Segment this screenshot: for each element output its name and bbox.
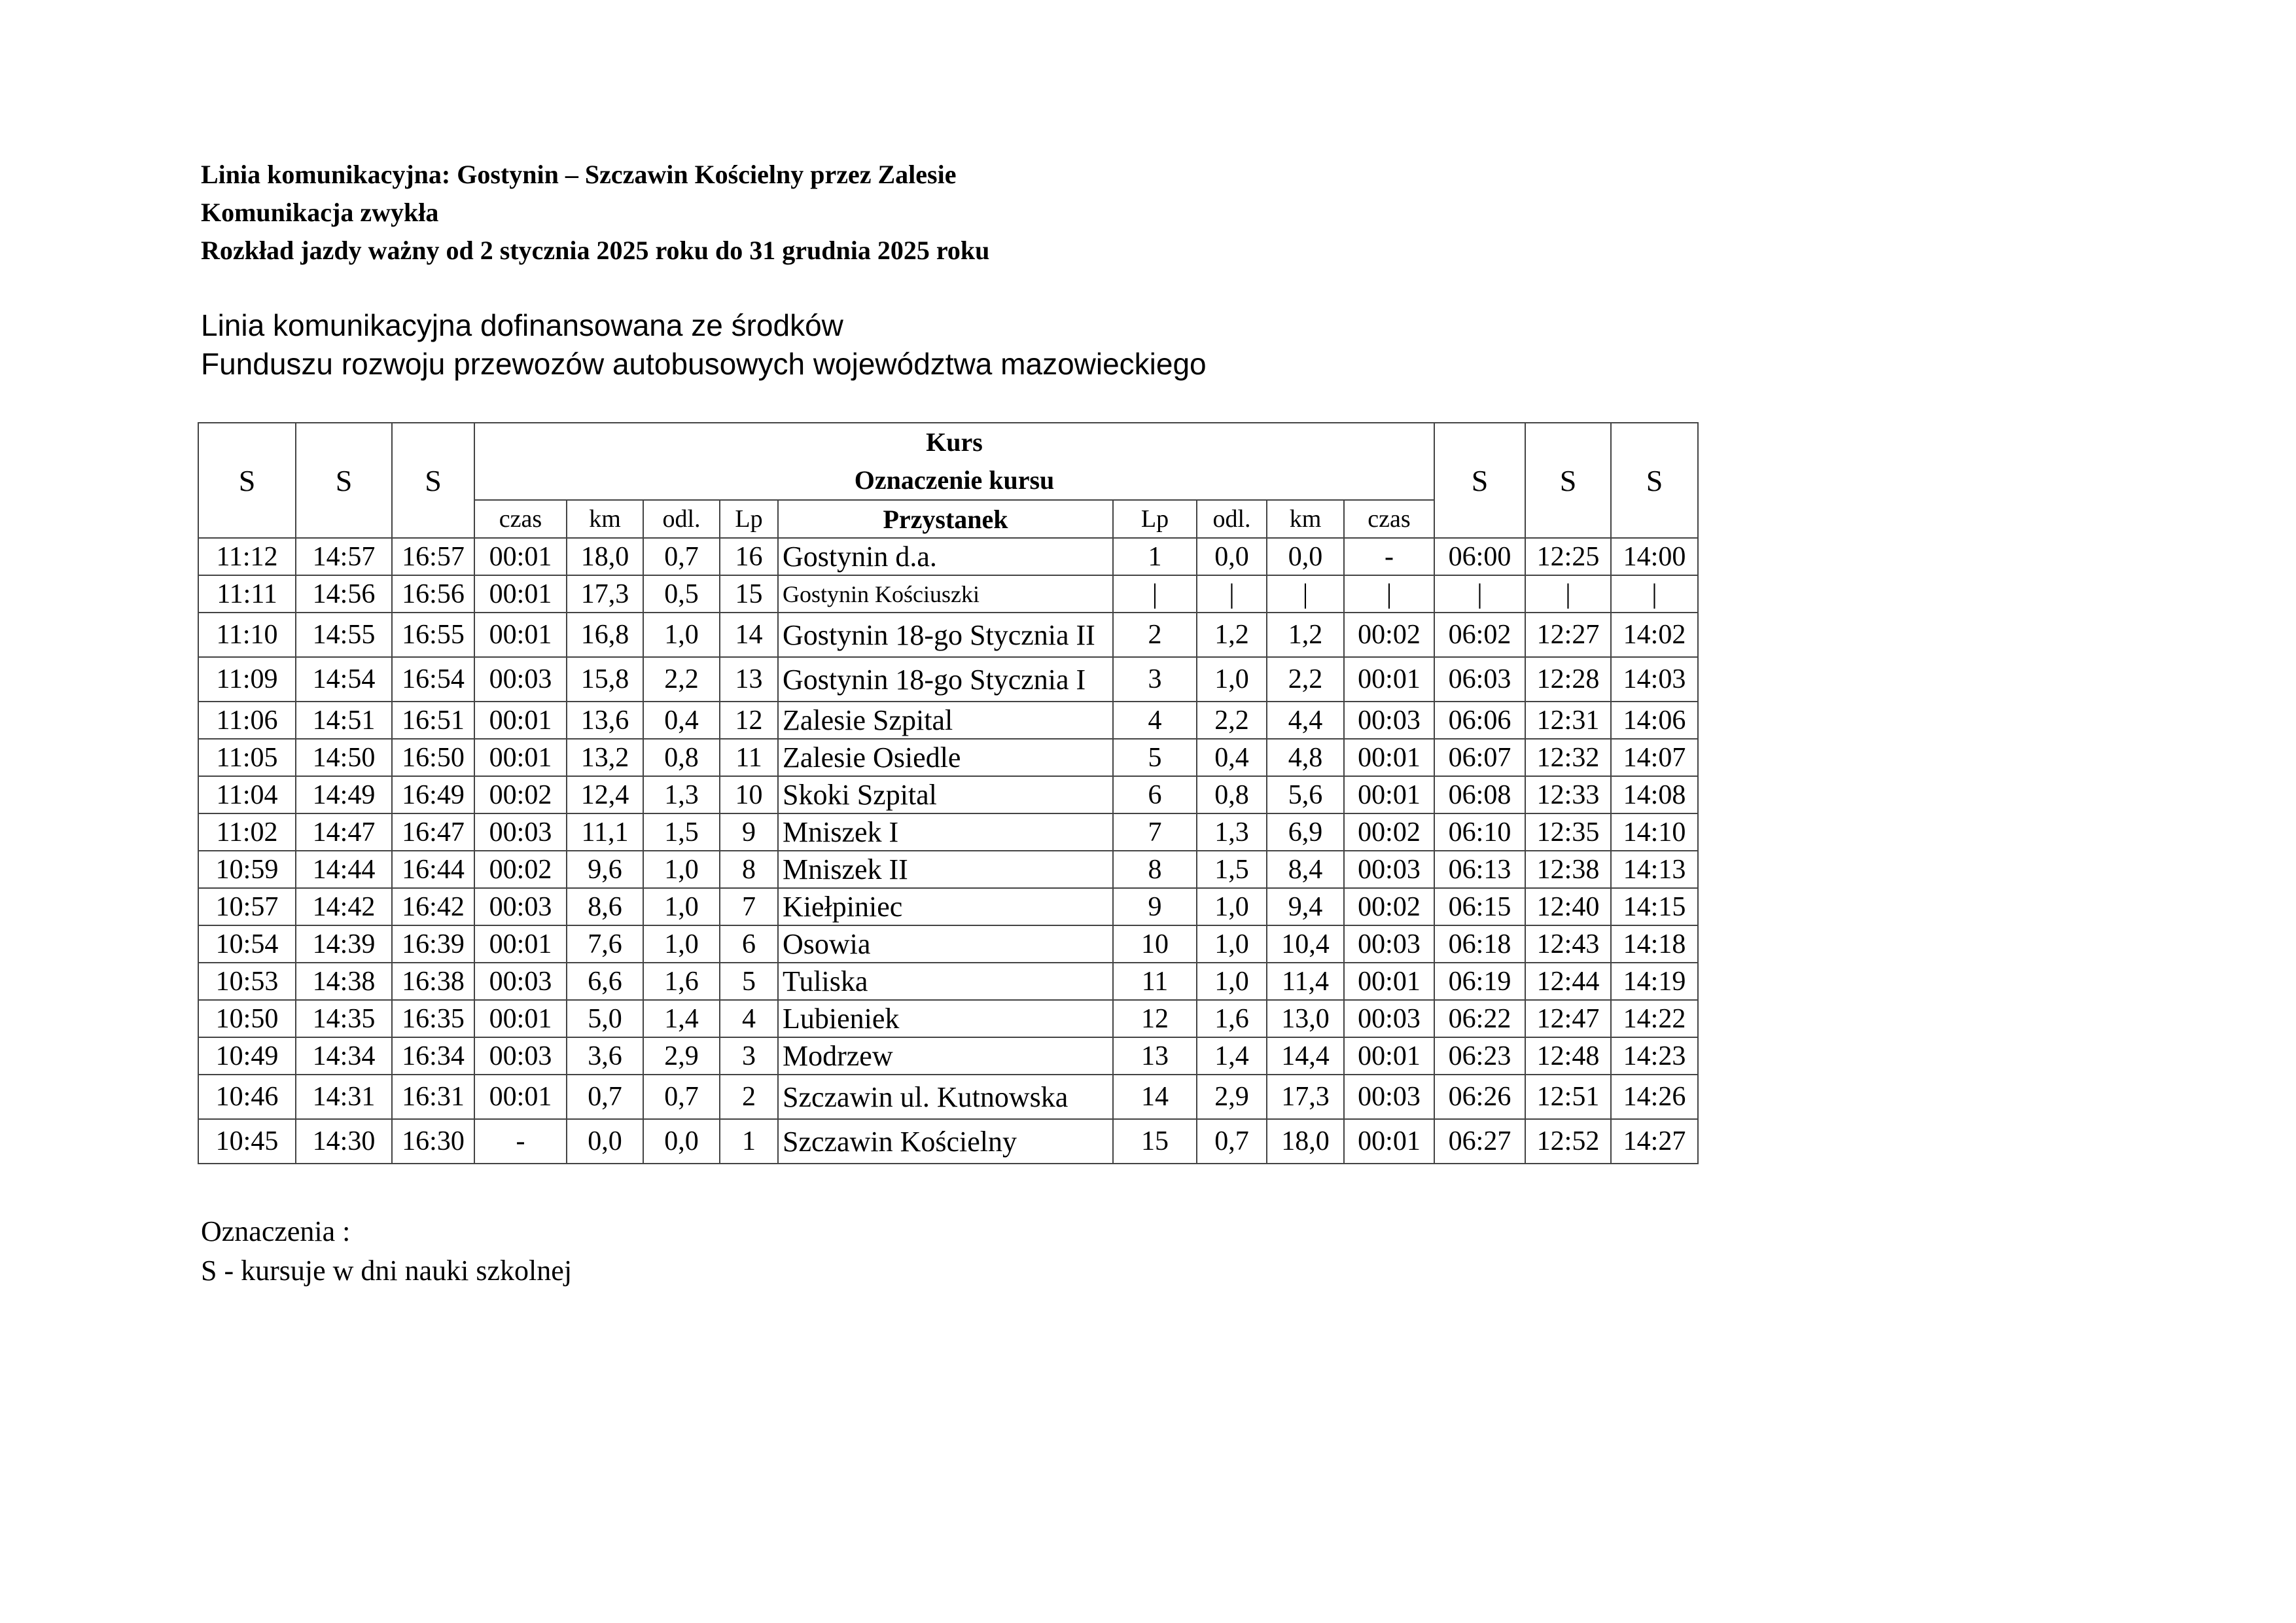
lp-right: 3 (1113, 657, 1197, 702)
km-right: 0,0 (1267, 538, 1344, 575)
dist-right: 0,0 (1197, 538, 1267, 575)
time-right: 00:02 (1344, 888, 1434, 925)
dep-left-1: 10:53 (198, 963, 296, 1000)
lp-left: 11 (720, 739, 778, 776)
dist-left: 0,8 (643, 739, 720, 776)
time-left: 00:03 (474, 813, 567, 851)
dep-right-1: 06:27 (1434, 1119, 1525, 1164)
dep-right-1: 06:26 (1434, 1075, 1525, 1119)
time-left: 00:01 (474, 613, 567, 657)
dep-left-3: 16:34 (392, 1037, 474, 1075)
validity-period: Rozkład jazdy ważny od 2 stycznia 2025 roku do 31 grudnia 2025 roku (201, 236, 990, 265)
stop-name: Szczawin ul. Kutnowska (778, 1075, 1113, 1119)
time-right: | (1344, 575, 1434, 613)
km-right: 1,2 (1267, 613, 1344, 657)
dep-right-2: 12:35 (1525, 813, 1611, 851)
dep-left-1: 11:02 (198, 813, 296, 851)
lp-right: 8 (1113, 851, 1197, 888)
course-header (474, 423, 1434, 500)
lp-right: 9 (1113, 888, 1197, 925)
km-left: 3,6 (567, 1037, 643, 1075)
dep-left-2: 14:31 (296, 1075, 392, 1119)
dep-right-1: 06:08 (1434, 776, 1525, 813)
dep-left-3: 16:50 (392, 739, 474, 776)
dep-left-3: 16:47 (392, 813, 474, 851)
lp-left: 7 (720, 888, 778, 925)
km-left: 12,4 (567, 776, 643, 813)
dep-left-2: 14:35 (296, 1000, 392, 1037)
km-right: 5,6 (1267, 776, 1344, 813)
dep-right-1: 06:06 (1434, 702, 1525, 739)
dep-left-3: 16:56 (392, 575, 474, 613)
dep-left-2: 14:50 (296, 739, 392, 776)
time-left: 00:01 (474, 702, 567, 739)
col-lp-left: Lp (720, 500, 778, 538)
stop-name: Zalesie Szpital (778, 702, 1113, 739)
table-row (198, 575, 1698, 613)
col-km-left: km (567, 500, 643, 538)
dep-right-3: 14:27 (1611, 1119, 1698, 1164)
dep-right-3: 14:22 (1611, 1000, 1698, 1037)
lp-right: 5 (1113, 739, 1197, 776)
dep-right-2: 12:40 (1525, 888, 1611, 925)
course-mark-right-3: S (1611, 423, 1698, 538)
km-left: 11,1 (567, 813, 643, 851)
time-right: 00:02 (1344, 813, 1434, 851)
dist-left: 1,3 (643, 776, 720, 813)
time-right: 00:03 (1344, 851, 1434, 888)
lp-left: 15 (720, 575, 778, 613)
dep-left-1: 10:59 (198, 851, 296, 888)
km-left: 13,2 (567, 739, 643, 776)
stop-name: Szczawin Kościelny (778, 1119, 1113, 1164)
dep-right-1: 06:23 (1434, 1037, 1525, 1075)
dist-left: 0,7 (643, 538, 720, 575)
table-row (198, 888, 1698, 925)
dep-left-1: 10:54 (198, 925, 296, 963)
dep-right-2: | (1525, 575, 1611, 613)
dep-left-2: 14:54 (296, 657, 392, 702)
dep-right-2: 12:38 (1525, 851, 1611, 888)
dist-left: 1,6 (643, 963, 720, 1000)
dep-right-2: 12:27 (1525, 613, 1611, 657)
dep-left-1: 11:06 (198, 702, 296, 739)
header-row-top (198, 423, 1698, 500)
time-right: 00:03 (1344, 702, 1434, 739)
time-right: 00:03 (1344, 925, 1434, 963)
stop-name: Gostynin Kościuszki (778, 575, 1113, 613)
time-left: 00:01 (474, 1075, 567, 1119)
km-left: 16,8 (567, 613, 643, 657)
stop-name: Mniszek I (778, 813, 1113, 851)
dep-left-1: 11:11 (198, 575, 296, 613)
lp-right: 13 (1113, 1037, 1197, 1075)
dep-left-1: 11:12 (198, 538, 296, 575)
dep-left-2: 14:30 (296, 1119, 392, 1164)
dep-left-3: 16:55 (392, 613, 474, 657)
lp-right: 14 (1113, 1075, 1197, 1119)
stop-name: Modrzew (778, 1037, 1113, 1075)
dep-right-1: | (1434, 575, 1525, 613)
communication-type: Komunikacja zwykła (201, 198, 439, 227)
table-row (198, 813, 1698, 851)
dep-left-3: 16:57 (392, 538, 474, 575)
km-left: 7,6 (567, 925, 643, 963)
course-mark-left-2: S (296, 423, 392, 538)
time-right: 00:01 (1344, 1037, 1434, 1075)
table-row (198, 657, 1698, 702)
lp-right: 7 (1113, 813, 1197, 851)
lp-right: 12 (1113, 1000, 1197, 1037)
col-przystanek: Przystanek (778, 500, 1113, 538)
table-row (198, 1000, 1698, 1037)
dep-right-2: 12:25 (1525, 538, 1611, 575)
dep-right-2: 12:43 (1525, 925, 1611, 963)
time-right: 00:03 (1344, 1000, 1434, 1037)
dep-right-2: 12:44 (1525, 963, 1611, 1000)
stop-name: Lubieniek (778, 1000, 1113, 1037)
table-row (198, 1037, 1698, 1075)
dep-right-2: 12:47 (1525, 1000, 1611, 1037)
legend (201, 1212, 572, 1291)
dep-left-2: 14:42 (296, 888, 392, 925)
dist-right: 0,8 (1197, 776, 1267, 813)
km-right: 2,2 (1267, 657, 1344, 702)
dist-left: 1,0 (643, 613, 720, 657)
legend-entry: S - kursuje w dni nauki szkolnej (201, 1255, 573, 1287)
dep-right-3: 14:19 (1611, 963, 1698, 1000)
dist-left: 1,5 (643, 813, 720, 851)
km-right: 17,3 (1267, 1075, 1344, 1119)
dep-right-1: 06:13 (1434, 851, 1525, 888)
km-left: 0,0 (567, 1119, 643, 1164)
dep-left-3: 16:30 (392, 1119, 474, 1164)
stop-name: Zalesie Osiedle (778, 739, 1113, 776)
line-title: Linia komunikacyjna: Gostynin – Szczawin Kościelny przez Zalesie (201, 160, 957, 189)
dep-left-3: 16:44 (392, 851, 474, 888)
time-left: 00:01 (474, 925, 567, 963)
stop-name: Osowia (778, 925, 1113, 963)
dep-right-2: 12:28 (1525, 657, 1611, 702)
dep-left-2: 14:56 (296, 575, 392, 613)
table-row (198, 613, 1698, 657)
dist-right: | (1197, 575, 1267, 613)
stop-name: Tuliska (778, 963, 1113, 1000)
table-row (198, 739, 1698, 776)
dep-right-1: 06:03 (1434, 657, 1525, 702)
lp-right: 15 (1113, 1119, 1197, 1164)
dep-right-3: 14:13 (1611, 851, 1698, 888)
km-left: 8,6 (567, 888, 643, 925)
km-right: 11,4 (1267, 963, 1344, 1000)
dep-right-2: 12:51 (1525, 1075, 1611, 1119)
lp-left: 1 (720, 1119, 778, 1164)
dep-left-2: 14:47 (296, 813, 392, 851)
table-row (198, 963, 1698, 1000)
dep-right-1: 06:02 (1434, 613, 1525, 657)
dep-left-3: 16:49 (392, 776, 474, 813)
course-mark-right-2: S (1525, 423, 1611, 538)
time-right: 00:01 (1344, 1119, 1434, 1164)
dep-left-2: 14:39 (296, 925, 392, 963)
dist-right: 0,7 (1197, 1119, 1267, 1164)
col-czas-left: czas (474, 500, 567, 538)
km-right: 13,0 (1267, 1000, 1344, 1037)
dist-right: 1,0 (1197, 657, 1267, 702)
km-right: 14,4 (1267, 1037, 1344, 1075)
dist-right: 1,0 (1197, 925, 1267, 963)
km-right: 4,4 (1267, 702, 1344, 739)
time-left: - (474, 1119, 567, 1164)
course-mark-left-1: S (198, 423, 296, 538)
table-row (198, 702, 1698, 739)
km-right: 8,4 (1267, 851, 1344, 888)
lp-right: 1 (1113, 538, 1197, 575)
dep-left-3: 16:31 (392, 1075, 474, 1119)
stop-name: Skoki Szpital (778, 776, 1113, 813)
table-row (198, 1075, 1698, 1119)
dep-right-3: 14:15 (1611, 888, 1698, 925)
dep-right-3: 14:03 (1611, 657, 1698, 702)
dep-left-2: 14:51 (296, 702, 392, 739)
dep-left-2: 14:55 (296, 613, 392, 657)
dist-left: 0,7 (643, 1075, 720, 1119)
timetable (198, 422, 1699, 1164)
dist-right: 2,2 (1197, 702, 1267, 739)
course-designation-label: Oznaczenie kursu (854, 465, 1055, 495)
time-right: 00:01 (1344, 739, 1434, 776)
dep-right-2: 12:48 (1525, 1037, 1611, 1075)
dep-right-1: 06:00 (1434, 538, 1525, 575)
document-header (201, 156, 989, 270)
km-left: 6,6 (567, 963, 643, 1000)
dist-right: 1,0 (1197, 888, 1267, 925)
dist-right: 1,4 (1197, 1037, 1267, 1075)
stop-name: Mniszek II (778, 851, 1113, 888)
dep-right-2: 12:33 (1525, 776, 1611, 813)
lp-right: 4 (1113, 702, 1197, 739)
dep-right-1: 06:22 (1434, 1000, 1525, 1037)
dep-left-1: 10:57 (198, 888, 296, 925)
km-left: 5,0 (567, 1000, 643, 1037)
course-mark-left-3: S (392, 423, 474, 538)
dep-left-1: 10:49 (198, 1037, 296, 1075)
dep-right-2: 12:31 (1525, 702, 1611, 739)
dep-left-3: 16:35 (392, 1000, 474, 1037)
dep-right-3: 14:00 (1611, 538, 1698, 575)
km-right: 10,4 (1267, 925, 1344, 963)
dep-right-1: 06:15 (1434, 888, 1525, 925)
subsidy-line-1: Linia komunikacyjna dofinansowana ze środków (201, 308, 843, 342)
time-right: - (1344, 538, 1434, 575)
km-left: 17,3 (567, 575, 643, 613)
lp-right: 6 (1113, 776, 1197, 813)
stop-name: Kiełpiniec (778, 888, 1113, 925)
dep-left-3: 16:51 (392, 702, 474, 739)
lp-left: 3 (720, 1037, 778, 1075)
time-left: 00:01 (474, 575, 567, 613)
col-lp-right: Lp (1113, 500, 1197, 538)
dep-left-3: 16:38 (392, 963, 474, 1000)
dist-left: 2,9 (643, 1037, 720, 1075)
dep-right-1: 06:10 (1434, 813, 1525, 851)
kurs-label: Kurs (926, 427, 983, 457)
dep-right-1: 06:18 (1434, 925, 1525, 963)
lp-right: 2 (1113, 613, 1197, 657)
km-right: | (1267, 575, 1344, 613)
time-left: 00:01 (474, 739, 567, 776)
dep-left-1: 11:05 (198, 739, 296, 776)
dist-left: 0,0 (643, 1119, 720, 1164)
col-odl-right: odl. (1197, 500, 1267, 538)
dep-left-2: 14:34 (296, 1037, 392, 1075)
dist-right: 1,2 (1197, 613, 1267, 657)
dep-right-2: 12:32 (1525, 739, 1611, 776)
lp-left: 2 (720, 1075, 778, 1119)
dep-left-1: 11:09 (198, 657, 296, 702)
table-row (198, 851, 1698, 888)
dep-right-3: 14:26 (1611, 1075, 1698, 1119)
table-row (198, 776, 1698, 813)
km-left: 18,0 (567, 538, 643, 575)
subsidy-notice (201, 306, 1207, 383)
col-km-right: km (1267, 500, 1344, 538)
stop-name: Gostynin 18-go Stycznia I (778, 657, 1113, 702)
km-left: 15,8 (567, 657, 643, 702)
time-left: 00:03 (474, 657, 567, 702)
lp-left: 13 (720, 657, 778, 702)
lp-left: 14 (720, 613, 778, 657)
dep-right-3: 14:10 (1611, 813, 1698, 851)
lp-left: 16 (720, 538, 778, 575)
stop-name: Gostynin d.a. (778, 538, 1113, 575)
lp-left: 12 (720, 702, 778, 739)
lp-left: 10 (720, 776, 778, 813)
dist-left: 0,5 (643, 575, 720, 613)
dist-left: 1,4 (643, 1000, 720, 1037)
dep-left-3: 16:42 (392, 888, 474, 925)
time-left: 00:03 (474, 1037, 567, 1075)
dist-right: 0,4 (1197, 739, 1267, 776)
col-odl-left: odl. (643, 500, 720, 538)
table-row (198, 538, 1698, 575)
lp-left: 5 (720, 963, 778, 1000)
dep-left-1: 11:10 (198, 613, 296, 657)
legend-title: Oznaczenia : (201, 1215, 351, 1247)
dep-right-3: 14:06 (1611, 702, 1698, 739)
time-left: 00:01 (474, 1000, 567, 1037)
col-czas-right: czas (1344, 500, 1434, 538)
dist-left: 2,2 (643, 657, 720, 702)
dist-left: 0,4 (643, 702, 720, 739)
dep-left-2: 14:57 (296, 538, 392, 575)
km-right: 6,9 (1267, 813, 1344, 851)
time-right: 00:02 (1344, 613, 1434, 657)
dist-right: 1,5 (1197, 851, 1267, 888)
km-right: 18,0 (1267, 1119, 1344, 1164)
dep-left-1: 10:50 (198, 1000, 296, 1037)
dist-right: 1,6 (1197, 1000, 1267, 1037)
lp-left: 6 (720, 925, 778, 963)
table-row (198, 1119, 1698, 1164)
time-right: 00:01 (1344, 657, 1434, 702)
time-left: 00:03 (474, 963, 567, 1000)
dep-left-1: 11:04 (198, 776, 296, 813)
lp-right: 11 (1113, 963, 1197, 1000)
dep-left-2: 14:38 (296, 963, 392, 1000)
dep-right-3: 14:07 (1611, 739, 1698, 776)
lp-left: 8 (720, 851, 778, 888)
timetable-body (198, 538, 1698, 1164)
dep-left-1: 10:45 (198, 1119, 296, 1164)
km-left: 0,7 (567, 1075, 643, 1119)
stop-name: Gostynin 18-go Stycznia II (778, 613, 1113, 657)
time-left: 00:01 (474, 538, 567, 575)
dist-right: 1,0 (1197, 963, 1267, 1000)
km-left: 9,6 (567, 851, 643, 888)
dist-right: 2,9 (1197, 1075, 1267, 1119)
lp-right: 10 (1113, 925, 1197, 963)
dep-left-3: 16:39 (392, 925, 474, 963)
dep-left-2: 14:49 (296, 776, 392, 813)
dep-right-1: 06:07 (1434, 739, 1525, 776)
dep-right-3: | (1611, 575, 1698, 613)
course-mark-right-1: S (1434, 423, 1525, 538)
dist-left: 1,0 (643, 925, 720, 963)
dist-left: 1,0 (643, 888, 720, 925)
dist-left: 1,0 (643, 851, 720, 888)
dep-right-2: 12:52 (1525, 1119, 1611, 1164)
km-right: 9,4 (1267, 888, 1344, 925)
subsidy-line-2: Funduszu rozwoju przewozów autobusowych województwa mazowieckiego (201, 347, 1207, 381)
dep-left-2: 14:44 (296, 851, 392, 888)
time-right: 00:01 (1344, 776, 1434, 813)
time-right: 00:03 (1344, 1075, 1434, 1119)
table-row (198, 925, 1698, 963)
lp-left: 9 (720, 813, 778, 851)
dep-left-3: 16:54 (392, 657, 474, 702)
dep-right-3: 14:08 (1611, 776, 1698, 813)
dep-left-1: 10:46 (198, 1075, 296, 1119)
time-right: 00:01 (1344, 963, 1434, 1000)
dep-right-3: 14:18 (1611, 925, 1698, 963)
dep-right-3: 14:23 (1611, 1037, 1698, 1075)
dep-right-3: 14:02 (1611, 613, 1698, 657)
time-left: 00:02 (474, 776, 567, 813)
dist-right: 1,3 (1197, 813, 1267, 851)
lp-right: | (1113, 575, 1197, 613)
time-left: 00:03 (474, 888, 567, 925)
lp-left: 4 (720, 1000, 778, 1037)
km-right: 4,8 (1267, 739, 1344, 776)
dep-right-1: 06:19 (1434, 963, 1525, 1000)
time-left: 00:02 (474, 851, 567, 888)
km-left: 13,6 (567, 702, 643, 739)
